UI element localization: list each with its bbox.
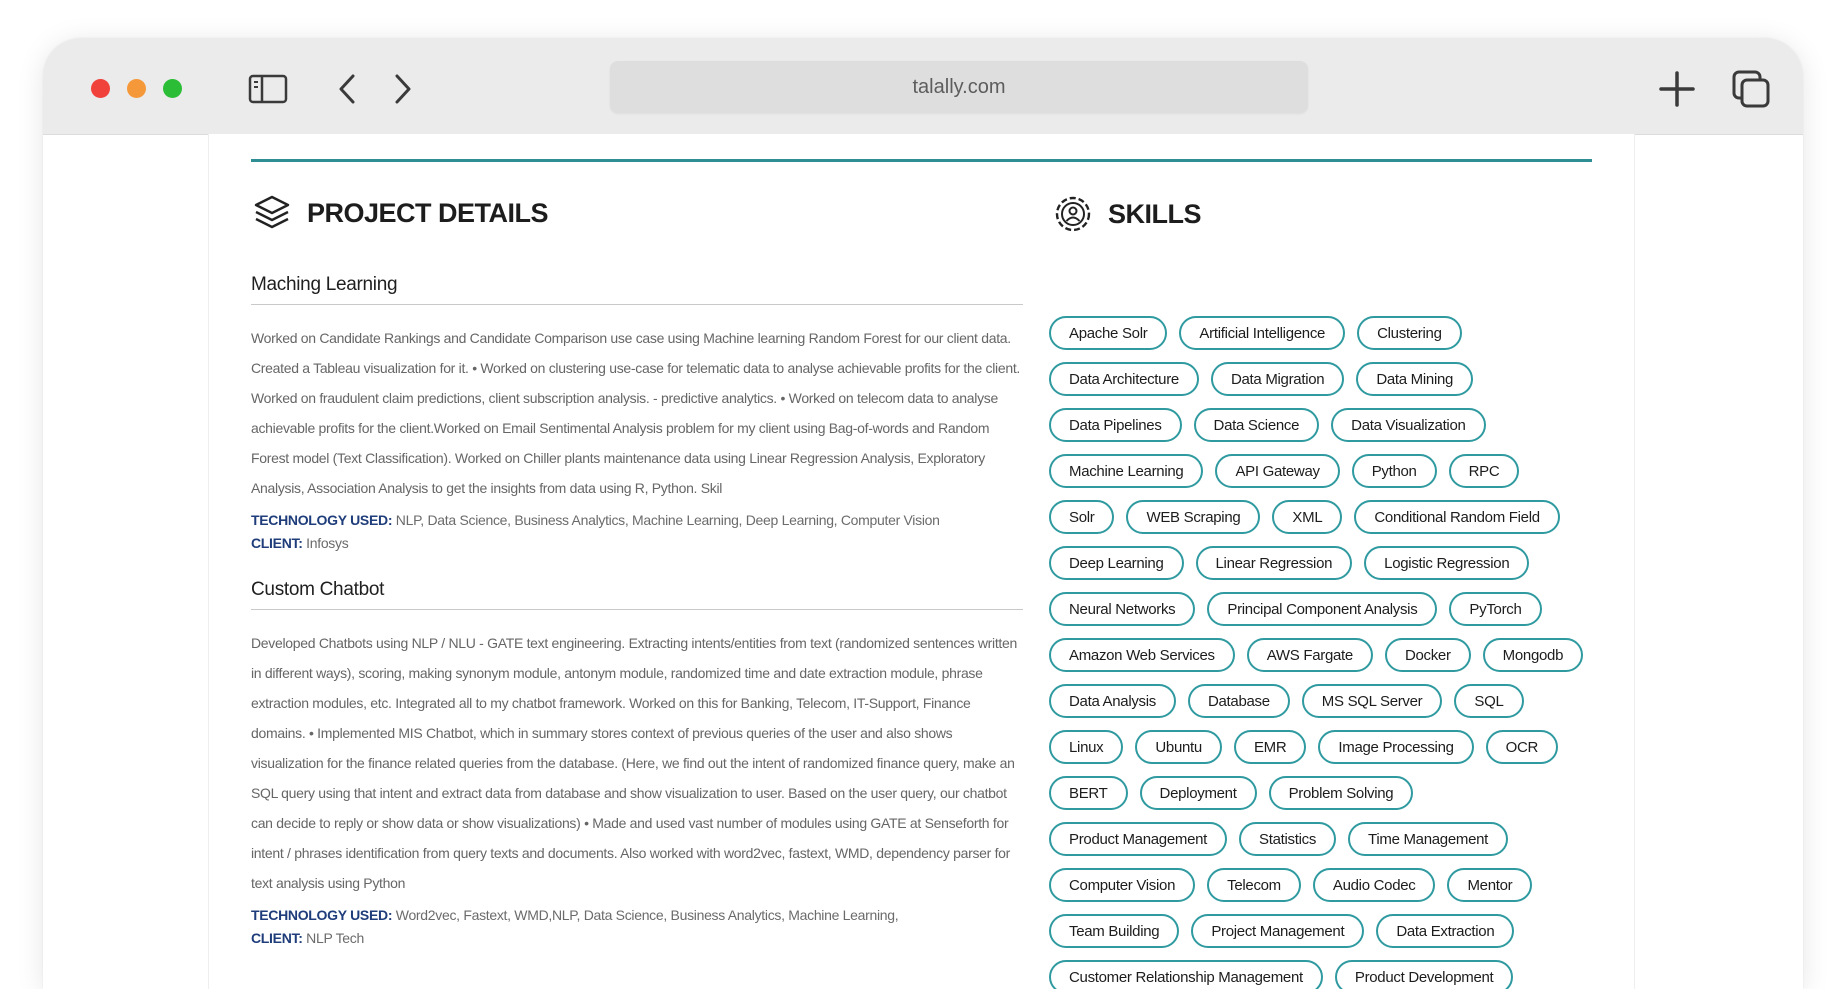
skill-tag: OCR [1486,730,1558,764]
skill-tag: Data Pipelines [1049,408,1182,442]
back-arrow-icon[interactable] [326,67,370,111]
skill-tag: Image Processing [1318,730,1473,764]
skill-tag: Mongodb [1483,638,1583,672]
url-text: talally.com [912,75,1006,98]
skill-tag: Data Visualization [1331,408,1485,442]
browser-window [43,38,1803,989]
sidebar-toggle-icon[interactable] [246,67,290,111]
skill-tag: Time Management [1348,822,1508,856]
skill-tag: Artificial Intelligence [1179,316,1345,350]
skill-tag: Python [1352,454,1437,488]
skill-tag: Database [1188,684,1290,718]
new-tab-plus-icon[interactable] [1655,67,1699,111]
technology-value: Word2vec, Fastext, WMD,NLP, Data Science, Business Analytics, Machine Learning, [395,907,899,923]
client-label: CLIENT: [251,930,303,946]
skill-tag: Logistic Regression [1364,546,1529,580]
skill-tag: Telecom [1207,868,1301,902]
resume-page [208,134,1635,989]
skill-tag: Data Migration [1211,362,1344,396]
project-item-1 [251,274,1023,555]
skill-tag: Deep Learning [1049,546,1184,580]
skill-tag: EMR [1234,730,1306,764]
gear-person-icon [1052,193,1094,235]
tab-overview-icon[interactable] [1729,67,1773,111]
forward-arrow-icon[interactable] [380,67,424,111]
project-client [251,532,1023,555]
project-technology [251,904,1023,927]
skills-header [1052,193,1201,235]
client-value: Infosys [306,535,349,551]
skill-tag: Computer Vision [1049,868,1195,902]
skill-tag: Deployment [1140,776,1257,810]
skill-tag: Data Architecture [1049,362,1199,396]
skill-tag: Data Mining [1356,362,1473,396]
skills-list [1049,316,1589,989]
skill-tag: Ubuntu [1135,730,1222,764]
project-details-header [251,192,548,234]
project-details-title: PROJECT DETAILS [307,197,549,228]
skill-tag: Product Management [1049,822,1227,856]
skill-tag: BERT [1049,776,1128,810]
skill-tag: Data Extraction [1376,914,1514,948]
skill-tag: Statistics [1239,822,1336,856]
project-client [251,927,1023,950]
skill-tag: Linear Regression [1196,546,1353,580]
skill-tag: Docker [1385,638,1471,672]
skill-tag: Problem Solving [1269,776,1414,810]
project-description: Worked on Candidate Rankings and Candidate Comparison use case using Machine learning Random Forest for our client data. Created a Tableau visualization for it. • Worked on clustering use-case for telematic data to analyse achievable profits for the client. Worked on fraudulent claim predictions, client subscription analysis. - predictive analytics. • Worked on telecom data to analyse achievable profits for the client.Worked on Email Sentimental Analysis problem for my client using Bag-of-words and Random Forest model (Text Classification). Worked on Chiller plants maintenance data using Linear Regression Analysis, Exploratory Analysis, Association Analysis to get the insights from data using R, Python. Skil [251,330,1021,496]
skill-tag: Team Building [1049,914,1179,948]
skill-tag: Data Analysis [1049,684,1176,718]
skill-tag: MS SQL Server [1302,684,1443,718]
accent-divider [251,159,1592,162]
skill-tag: RPC [1449,454,1520,488]
skill-tag: Conditional Random Field [1354,500,1559,534]
skill-tag: Project Management [1191,914,1364,948]
skill-tag: AWS Fargate [1247,638,1373,672]
skill-tag: Mentor [1447,868,1532,902]
minimize-window-button[interactable] [127,79,146,98]
skills-title: SKILLS [1108,198,1202,229]
client-label: CLIENT: [251,535,303,551]
maximize-window-button[interactable] [163,79,182,98]
technology-label: TECHNOLOGY USED: [251,512,393,528]
client-value: NLP Tech [306,930,364,946]
skill-tag: Product Development [1335,960,1514,989]
technology-label: TECHNOLOGY USED: [251,907,393,923]
skill-tag: WEB Scraping [1126,500,1260,534]
skill-tag: Solr [1049,500,1114,534]
skill-tag: Clustering [1357,316,1462,350]
skill-tag: PyTorch [1449,592,1541,626]
skill-tag: Neural Networks [1049,592,1195,626]
skill-tag: Amazon Web Services [1049,638,1235,672]
close-window-button[interactable] [91,79,110,98]
address-bar[interactable] [610,61,1308,113]
skill-tag: Customer Relationship Management [1049,960,1323,989]
project-title: Maching Learning [251,274,1023,305]
skill-tag: Machine Learning [1049,454,1203,488]
layers-icon [251,192,293,234]
skill-tag: SQL [1454,684,1523,718]
skill-tag: API Gateway [1215,454,1339,488]
skill-tag: XML [1272,500,1342,534]
project-title: Custom Chatbot [251,579,1023,610]
skill-tag: Principal Component Analysis [1207,592,1437,626]
browser-toolbar [43,38,1803,135]
skill-tag: Audio Codec [1313,868,1436,902]
technology-value: NLP, Data Science, Business Analytics, Machine Learning, Deep Learning, Computer Vision [395,512,940,528]
project-technology [251,509,1023,532]
skill-tag: Apache Solr [1049,316,1167,350]
skill-tag: Linux [1049,730,1123,764]
project-item-2 [251,579,1023,950]
project-description: Developed Chatbots using NLP / NLU - GATE text engineering. Extracting intents/entities from text (randomized sentences written in different ways), scoring, making synonym module, antonym module, randomized time and date extraction module, phrase extraction modules, etc. Integrated all to my chatbot framework. Worked on this for Banking, Telecom, IT-Support, Finance domains. • Implemented MIS Chatbot, which in summary stores context of previous queries of the user and also shows visualization for the finance related queries from the database. (Here, we find out the intent of randomized finance query, make an SQL query using that intent and extract data from database and show visualization to user. Based on the user query, our chatbot can decide to reply or show data or show visualizations) • Made and used vast number of modules using GATE at Senseforth for intent / phrases identification from query texts and documents. Also worked with word2vec, fastext, WMD, dependency parser for text analysis using Python [251,635,1017,891]
skill-tag: Data Science [1194,408,1320,442]
